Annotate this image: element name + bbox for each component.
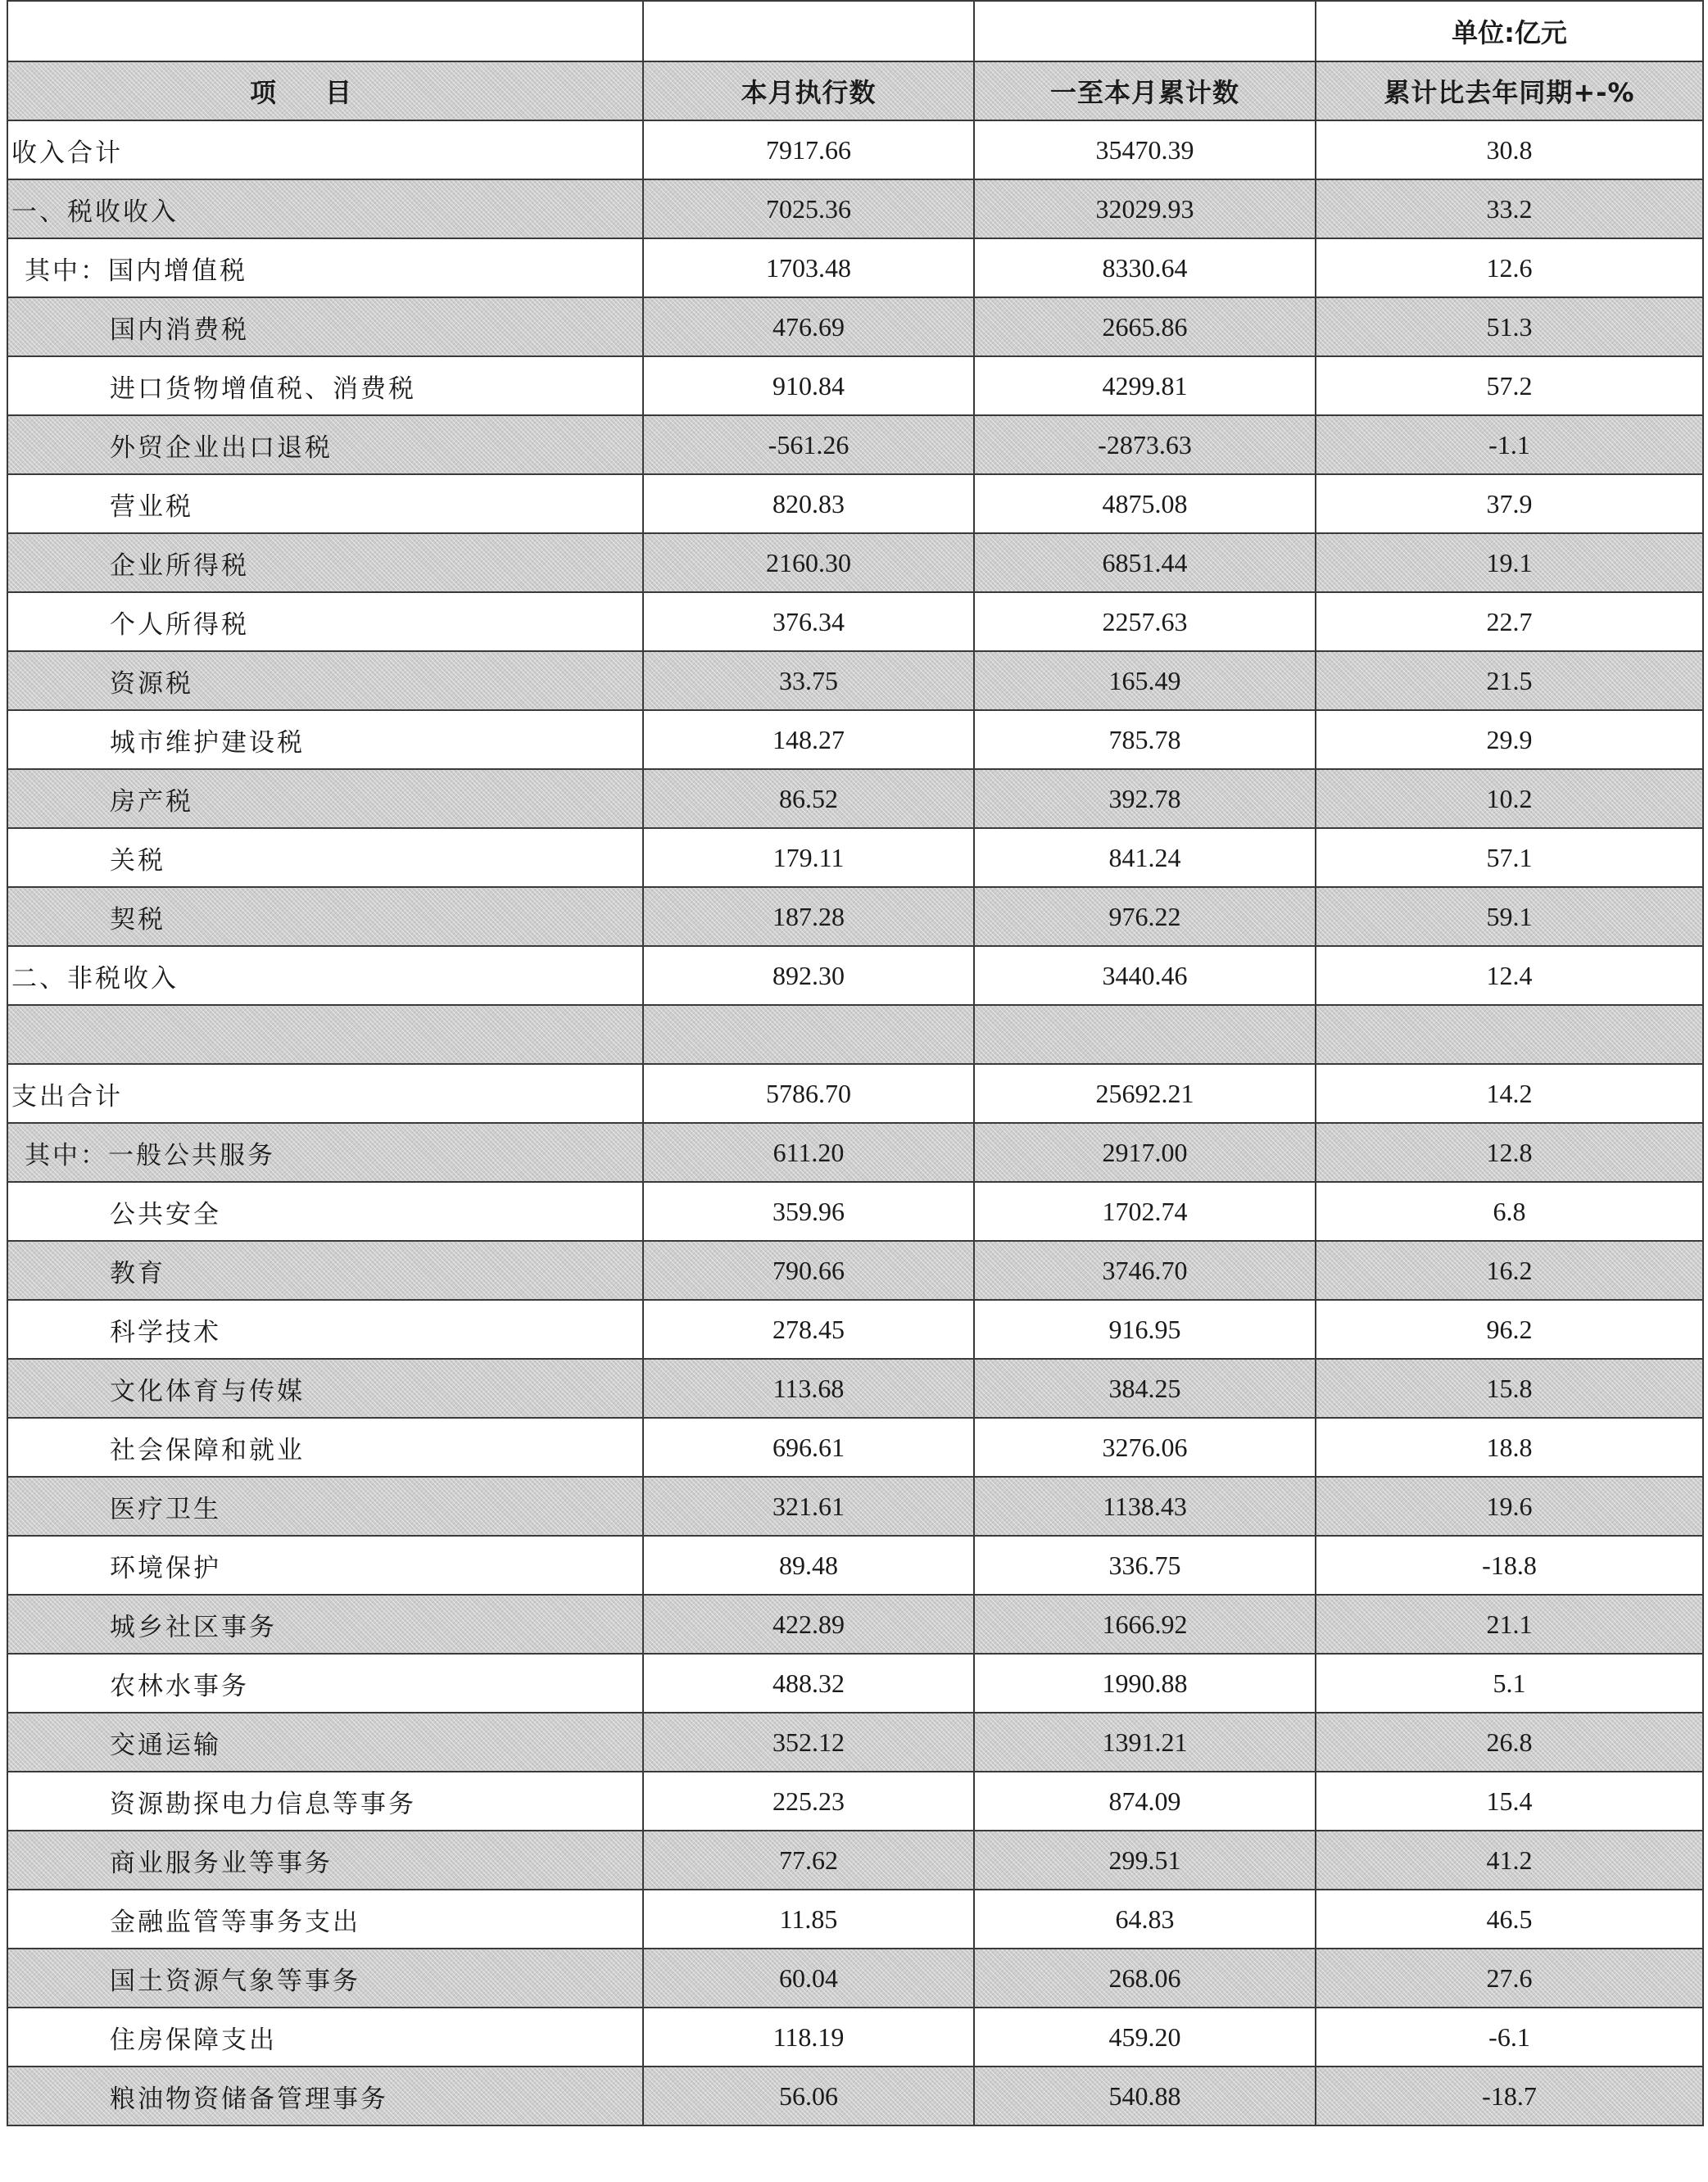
table-row	[7, 887, 1703, 946]
table-row	[7, 1241, 1703, 1300]
monthly-value-cell: 278.45	[643, 1300, 974, 1359]
fiscal-table-body	[7, 1, 1703, 2125]
table-row	[7, 769, 1703, 828]
yoy-percent-cell: -18.8	[1316, 1536, 1703, 1595]
monthly-value-cell: 113.68	[643, 1359, 974, 1418]
row-label-cell: 企业所得税	[7, 533, 643, 592]
yoy-percent-cell: 46.5	[1316, 1890, 1703, 1949]
table-row	[7, 1713, 1703, 1772]
yoy-percent-cell: 16.2	[1316, 1241, 1703, 1300]
table-row	[7, 1359, 1703, 1418]
yoy-percent-cell: 27.6	[1316, 1949, 1703, 2008]
monthly-value-cell: 1703.48	[643, 238, 974, 297]
monthly-value-cell: 77.62	[643, 1831, 974, 1890]
monthly-value-cell: 118.19	[643, 2008, 974, 2067]
row-label-cell: 国内消费税	[7, 297, 643, 356]
table-row	[7, 1536, 1703, 1595]
row-label-cell: 其中：一般公共服务	[7, 1123, 643, 1182]
monthly-value-cell: 2160.30	[643, 533, 974, 592]
cumulative-value-cell: 841.24	[974, 828, 1316, 887]
yoy-percent-cell: 37.9	[1316, 474, 1703, 533]
cumulative-value-cell: 3746.70	[974, 1241, 1316, 1300]
table-row	[7, 1890, 1703, 1949]
yoy-percent-cell: 12.4	[1316, 946, 1703, 1005]
cumulative-value-cell: 32029.93	[974, 179, 1316, 238]
table-row	[7, 828, 1703, 887]
monthly-value-cell: 7917.66	[643, 120, 974, 179]
table-row	[7, 415, 1703, 474]
cumulative-value-cell: 874.09	[974, 1772, 1316, 1831]
monthly-value-cell: 611.20	[643, 1123, 974, 1182]
row-label-cell: 其中：国内增值税	[7, 238, 643, 297]
table-row	[7, 1123, 1703, 1182]
cumulative-value-cell: 3440.46	[974, 946, 1316, 1005]
yoy-percent-cell: 18.8	[1316, 1418, 1703, 1477]
cumulative-value-cell: 392.78	[974, 769, 1316, 828]
row-label-cell	[7, 1005, 643, 1064]
column-header-row	[7, 61, 1703, 120]
table-row	[7, 297, 1703, 356]
column-header-yoy: 累计比去年同期+-%	[1316, 61, 1703, 120]
monthly-value-cell: 820.83	[643, 474, 974, 533]
cumulative-value-cell: 299.51	[974, 1831, 1316, 1890]
row-label-cell: 住房保障支出	[7, 2008, 643, 2067]
cumulative-value-cell: 1138.43	[974, 1477, 1316, 1536]
row-label-cell: 金融监管等事务支出	[7, 1890, 643, 1949]
row-label-cell: 关税	[7, 828, 643, 887]
unit-row-blank-cell	[643, 1, 974, 61]
monthly-value-cell: 187.28	[643, 887, 974, 946]
monthly-value-cell: 86.52	[643, 769, 974, 828]
yoy-percent-cell	[1316, 1005, 1703, 1064]
table-row	[7, 238, 1703, 297]
row-label-cell: 社会保障和就业	[7, 1418, 643, 1477]
row-label-cell: 收入合计	[7, 120, 643, 179]
cumulative-value-cell: 540.88	[974, 2067, 1316, 2125]
row-label-cell: 二、非税收入	[7, 946, 643, 1005]
yoy-percent-cell: 10.2	[1316, 769, 1703, 828]
monthly-value-cell: 7025.36	[643, 179, 974, 238]
table-row	[7, 651, 1703, 710]
monthly-value-cell: 11.85	[643, 1890, 974, 1949]
cumulative-value-cell: 25692.21	[974, 1064, 1316, 1123]
table-row	[7, 1595, 1703, 1654]
yoy-percent-cell: 15.4	[1316, 1772, 1703, 1831]
cumulative-value-cell: 4875.08	[974, 474, 1316, 533]
monthly-value-cell	[643, 1005, 974, 1064]
cumulative-value-cell: 64.83	[974, 1890, 1316, 1949]
column-header-monthly: 本月执行数	[643, 61, 974, 120]
yoy-percent-cell: 41.2	[1316, 1831, 1703, 1890]
cumulative-value-cell: 976.22	[974, 887, 1316, 946]
table-row	[7, 1300, 1703, 1359]
row-label-cell: 资源税	[7, 651, 643, 710]
row-label-cell: 商业服务业等事务	[7, 1831, 643, 1890]
monthly-value-cell: 225.23	[643, 1772, 974, 1831]
monthly-value-cell: 56.06	[643, 2067, 974, 2125]
cumulative-value-cell: 268.06	[974, 1949, 1316, 2008]
table-row	[7, 533, 1703, 592]
cumulative-value-cell: 2257.63	[974, 592, 1316, 651]
yoy-percent-cell: 15.8	[1316, 1359, 1703, 1418]
table-row	[7, 710, 1703, 769]
row-label-cell: 房产税	[7, 769, 643, 828]
monthly-value-cell: 179.11	[643, 828, 974, 887]
column-header-item: 项目	[7, 61, 643, 120]
yoy-percent-cell: 57.1	[1316, 828, 1703, 887]
row-label-cell: 文化体育与传媒	[7, 1359, 643, 1418]
unit-row-blank-cell	[974, 1, 1316, 61]
row-label-cell: 城市维护建设税	[7, 710, 643, 769]
monthly-value-cell: 60.04	[643, 1949, 974, 2008]
yoy-percent-cell: 14.2	[1316, 1064, 1703, 1123]
table-row	[7, 1831, 1703, 1890]
cumulative-value-cell: 1702.74	[974, 1182, 1316, 1241]
yoy-percent-cell: 5.1	[1316, 1654, 1703, 1713]
cumulative-value-cell: 35470.39	[974, 120, 1316, 179]
row-label-cell: 一、税收收入	[7, 179, 643, 238]
table-row	[7, 474, 1703, 533]
cumulative-value-cell: 3276.06	[974, 1418, 1316, 1477]
monthly-value-cell: -561.26	[643, 415, 974, 474]
monthly-value-cell: 790.66	[643, 1241, 974, 1300]
table-row	[7, 946, 1703, 1005]
table-row	[7, 1064, 1703, 1123]
yoy-percent-cell: 57.2	[1316, 356, 1703, 415]
cumulative-value-cell: -2873.63	[974, 415, 1316, 474]
row-label-cell: 营业税	[7, 474, 643, 533]
table-row	[7, 120, 1703, 179]
monthly-value-cell: 89.48	[643, 1536, 974, 1595]
row-label-cell: 农林水事务	[7, 1654, 643, 1713]
row-label-cell: 医疗卫生	[7, 1477, 643, 1536]
cumulative-value-cell: 1990.88	[974, 1654, 1316, 1713]
monthly-value-cell: 5786.70	[643, 1064, 974, 1123]
yoy-percent-cell: -1.1	[1316, 415, 1703, 474]
cumulative-value-cell	[974, 1005, 1316, 1064]
yoy-percent-cell: 51.3	[1316, 297, 1703, 356]
row-label-cell: 公共安全	[7, 1182, 643, 1241]
yoy-percent-cell: 12.8	[1316, 1123, 1703, 1182]
cumulative-value-cell: 336.75	[974, 1536, 1316, 1595]
table-row	[7, 2008, 1703, 2067]
table-row	[7, 1654, 1703, 1713]
row-label-cell: 进口货物增值税、消费税	[7, 356, 643, 415]
monthly-value-cell: 321.61	[643, 1477, 974, 1536]
row-label-cell: 环境保护	[7, 1536, 643, 1595]
yoy-percent-cell: 96.2	[1316, 1300, 1703, 1359]
monthly-value-cell: 696.61	[643, 1418, 974, 1477]
row-label-cell: 科学技术	[7, 1300, 643, 1359]
cumulative-value-cell: 2665.86	[974, 297, 1316, 356]
table-row	[7, 1949, 1703, 2008]
yoy-percent-cell: 22.7	[1316, 592, 1703, 651]
cumulative-value-cell: 459.20	[974, 2008, 1316, 2067]
monthly-value-cell: 488.32	[643, 1654, 974, 1713]
monthly-value-cell: 148.27	[643, 710, 974, 769]
row-label-cell: 城乡社区事务	[7, 1595, 643, 1654]
cumulative-value-cell: 384.25	[974, 1359, 1316, 1418]
monthly-value-cell: 359.96	[643, 1182, 974, 1241]
yoy-percent-cell: -18.7	[1316, 2067, 1703, 2125]
yoy-percent-cell: -6.1	[1316, 2008, 1703, 2067]
yoy-percent-cell: 26.8	[1316, 1713, 1703, 1772]
monthly-value-cell: 476.69	[643, 297, 974, 356]
monthly-value-cell: 33.75	[643, 651, 974, 710]
cumulative-value-cell: 165.49	[974, 651, 1316, 710]
table-row	[7, 592, 1703, 651]
yoy-percent-cell: 19.6	[1316, 1477, 1703, 1536]
row-label-cell: 粮油物资储备管理事务	[7, 2067, 643, 2125]
row-label-cell: 资源勘探电力信息等事务	[7, 1772, 643, 1831]
unit-row-blank-cell	[7, 1, 643, 61]
yoy-percent-cell: 12.6	[1316, 238, 1703, 297]
unit-row	[7, 1, 1703, 61]
cumulative-value-cell: 8330.64	[974, 238, 1316, 297]
yoy-percent-cell: 29.9	[1316, 710, 1703, 769]
table-row	[7, 356, 1703, 415]
yoy-percent-cell: 30.8	[1316, 120, 1703, 179]
row-label-cell: 教育	[7, 1241, 643, 1300]
yoy-percent-cell: 21.5	[1316, 651, 1703, 710]
column-header-cumulative: 一至本月累计数	[974, 61, 1316, 120]
table-row	[7, 1418, 1703, 1477]
row-label-cell: 外贸企业出口退税	[7, 415, 643, 474]
yoy-percent-cell: 59.1	[1316, 887, 1703, 946]
row-label-cell: 契税	[7, 887, 643, 946]
row-label-cell: 国土资源气象等事务	[7, 1949, 643, 2008]
yoy-percent-cell: 21.1	[1316, 1595, 1703, 1654]
cumulative-value-cell: 2917.00	[974, 1123, 1316, 1182]
unit-label: 单位:亿元	[1316, 1, 1703, 61]
table-row	[7, 1005, 1703, 1064]
fiscal-table	[7, 0, 1704, 2126]
row-label-cell: 交通运输	[7, 1713, 643, 1772]
table-row	[7, 2067, 1703, 2125]
monthly-value-cell: 892.30	[643, 946, 974, 1005]
cumulative-value-cell: 4299.81	[974, 356, 1316, 415]
yoy-percent-cell: 6.8	[1316, 1182, 1703, 1241]
monthly-value-cell: 422.89	[643, 1595, 974, 1654]
yoy-percent-cell: 19.1	[1316, 533, 1703, 592]
cumulative-value-cell: 1391.21	[974, 1713, 1316, 1772]
cumulative-value-cell: 6851.44	[974, 533, 1316, 592]
yoy-percent-cell: 33.2	[1316, 179, 1703, 238]
monthly-value-cell: 910.84	[643, 356, 974, 415]
cumulative-value-cell: 785.78	[974, 710, 1316, 769]
cumulative-value-cell: 916.95	[974, 1300, 1316, 1359]
table-row	[7, 1477, 1703, 1536]
row-label-cell: 个人所得税	[7, 592, 643, 651]
table-row	[7, 1182, 1703, 1241]
row-label-cell: 支出合计	[7, 1064, 643, 1123]
monthly-value-cell: 376.34	[643, 592, 974, 651]
table-row	[7, 1772, 1703, 1831]
monthly-value-cell: 352.12	[643, 1713, 974, 1772]
cumulative-value-cell: 1666.92	[974, 1595, 1316, 1654]
table-row	[7, 179, 1703, 238]
